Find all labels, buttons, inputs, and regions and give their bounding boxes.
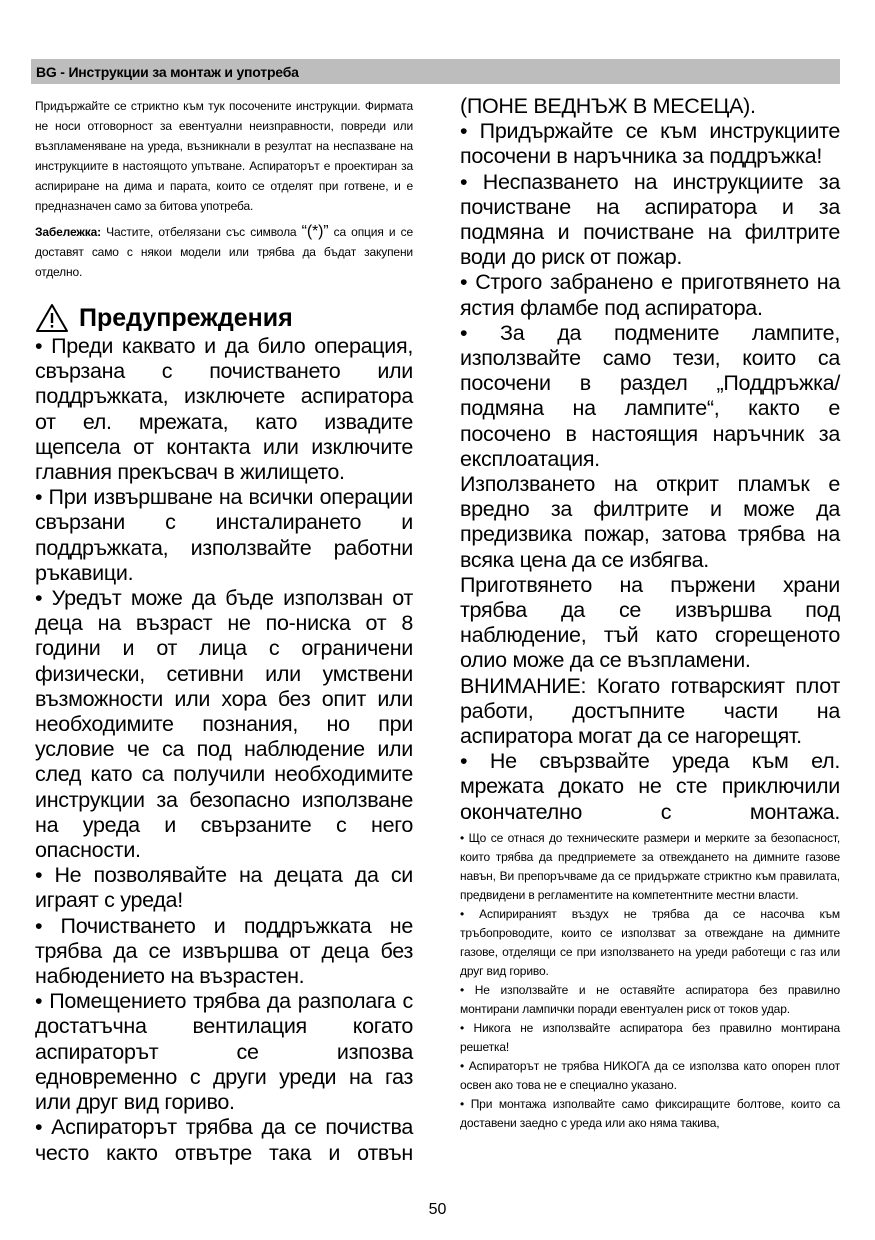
small-note-paragraph: • Аспирираният въздух не трябва да се насочва към тръбопроводите, които се използват за отвеждане на димните газове, отделящи се при използването на уреди работещи с газ или друг вид гориво. xyxy=(460,906,840,978)
small-note-paragraph: • Никога не използвайте аспиратора без правилно монтирана решетка! xyxy=(460,1020,840,1054)
warnings-heading xyxy=(35,302,413,334)
right-warnings-list xyxy=(460,94,840,825)
warning-paragraph: (ПОНЕ ВЕДНЪЖ В МЕСЕЦА). xyxy=(460,94,756,118)
header-title: BG - Инструкции за монтаж и употреба xyxy=(36,64,299,80)
right-column xyxy=(460,94,840,1133)
intro-block xyxy=(35,96,413,282)
small-note-paragraph: • Що се отнася до техническите размери и мерките за безопасност, които трябва да предприемете за отвеждането на димните газове навън, Ви препоръчваме да се придържате стриктно към правилата, предвидени в регламентите на компетентните местни власти. xyxy=(460,830,840,902)
warning-paragraph: Приготвянето на пържени храни трябва да се извършва под наблюдение, тъй като сгорещеното олио може да се възпламени. xyxy=(460,572,840,673)
note-symbol: “(*)” xyxy=(301,223,329,240)
warnings-title: Предупреждения xyxy=(79,304,293,332)
note-after-symbol: са опция и се доставят само с някои модели или трябва да бъдат закупени отделно. xyxy=(35,225,413,279)
warning-paragraph: • Аспираторът трябва да се почиства често както отвътре така и отвън xyxy=(35,1115,413,1165)
page-number: 50 xyxy=(428,1201,447,1218)
warning-paragraph: • Не позволявайте на децата да си играят с уреда! xyxy=(35,863,413,913)
warning-paragraph: Използването на открит пламък е вредно за филтрите и може да предизвика пожар, затова трябва на всяка цена да се избягва. xyxy=(460,472,840,572)
note-label: Забележка: xyxy=(35,225,101,239)
warning-paragraph: • За да подмените лампите, използвайте само тези, които са посочени в раздел „Поддръжка/подмяна на лампите“, както е посочено в настоящия наръчник за експлоатация. xyxy=(460,320,840,471)
warning-paragraph: ВНИМАНИЕ: Когато готварският плот работи, достъпните части на аспиратора могат да се нагорещят. xyxy=(460,673,840,749)
warning-paragraph: • Неспазването на инструкциите за почистване на аспиратора и за подмяна и почистване на филтрите води до риск от пожар. xyxy=(460,169,840,270)
warning-triangle-icon xyxy=(35,303,69,333)
small-note-paragraph: • Не използвайте и не оставяйте аспиратора без правилно монтирани лампички поради евентуален риск от токов удар. xyxy=(460,982,840,1016)
intro-text: Придържайте се стриктно към тук посочените инструкции. Фирмата не носи отговорност за евентуални неизправности, повреди или възпламеняване на уреда, възникнали в резултат на неспазване на инструкциите в настоящото упътване. Аспираторът е проектиран за аспириране на дима и парата, които се отделят при готвене, и е предназначен само за битова употреба. xyxy=(35,99,413,213)
warning-paragraph: • Помещението трябва да разполага с достатъчна вентилация когато аспираторът се изпозва едновременно с други уреди на газ или друг вид гориво. xyxy=(35,989,413,1115)
warning-paragraph: • Преди каквато и да било операция, свързана с почистването или поддръжката, изключете аспиратора от ел. мрежата, като извадите щепсела от контакта или изключите главния прекъсвач в жилището. xyxy=(35,334,413,485)
warning-paragraph: • При извършване на всички операции свързани с инсталирането и поддръжката, използвайте работни ръкавици. xyxy=(35,485,413,585)
section-header xyxy=(31,59,840,84)
note-before-symbol: Частите, отбелязани със символа xyxy=(106,225,297,239)
right-small-notes xyxy=(460,829,840,1133)
warning-paragraph: • Строго забранено е приготвянето на ястия фламбе под аспиратора. xyxy=(460,270,840,320)
note-text xyxy=(35,222,413,282)
left-warnings-list xyxy=(35,334,413,1166)
warning-paragraph: • Придържайте се към инструкциите посочени в наръчника за поддръжка! xyxy=(460,119,840,169)
small-note-paragraph: • При монтажа изполвайте само фиксиращите болтове, които са доставени заедно с уреда или ако няма такива, xyxy=(460,1096,840,1130)
warning-paragraph: • Не свързвайте уреда към ел. мрежата докато не сте приключили окончателно с монтажа. xyxy=(460,749,840,824)
small-note-paragraph: • Аспираторът не трябва НИКОГА да се използва като опорен плот освен ако това не е специално указано. xyxy=(460,1058,840,1092)
warning-paragraph: • Уредът може да бъде използван от деца на възраст не по-ниска от 8 години и от лица с ограничени физически, сетивни или умствени възможности или хора без опит или необходимите познания, но при условие че са под наблюдение или след като са получили необходимите инструкции за безопасно използване на уреда и свързаните с него опасности. xyxy=(35,586,413,863)
warning-paragraph: • Почистването и поддръжката не трябва да се извършва от деца без набюдението на възрастен. xyxy=(35,913,413,989)
left-column xyxy=(35,96,413,1166)
